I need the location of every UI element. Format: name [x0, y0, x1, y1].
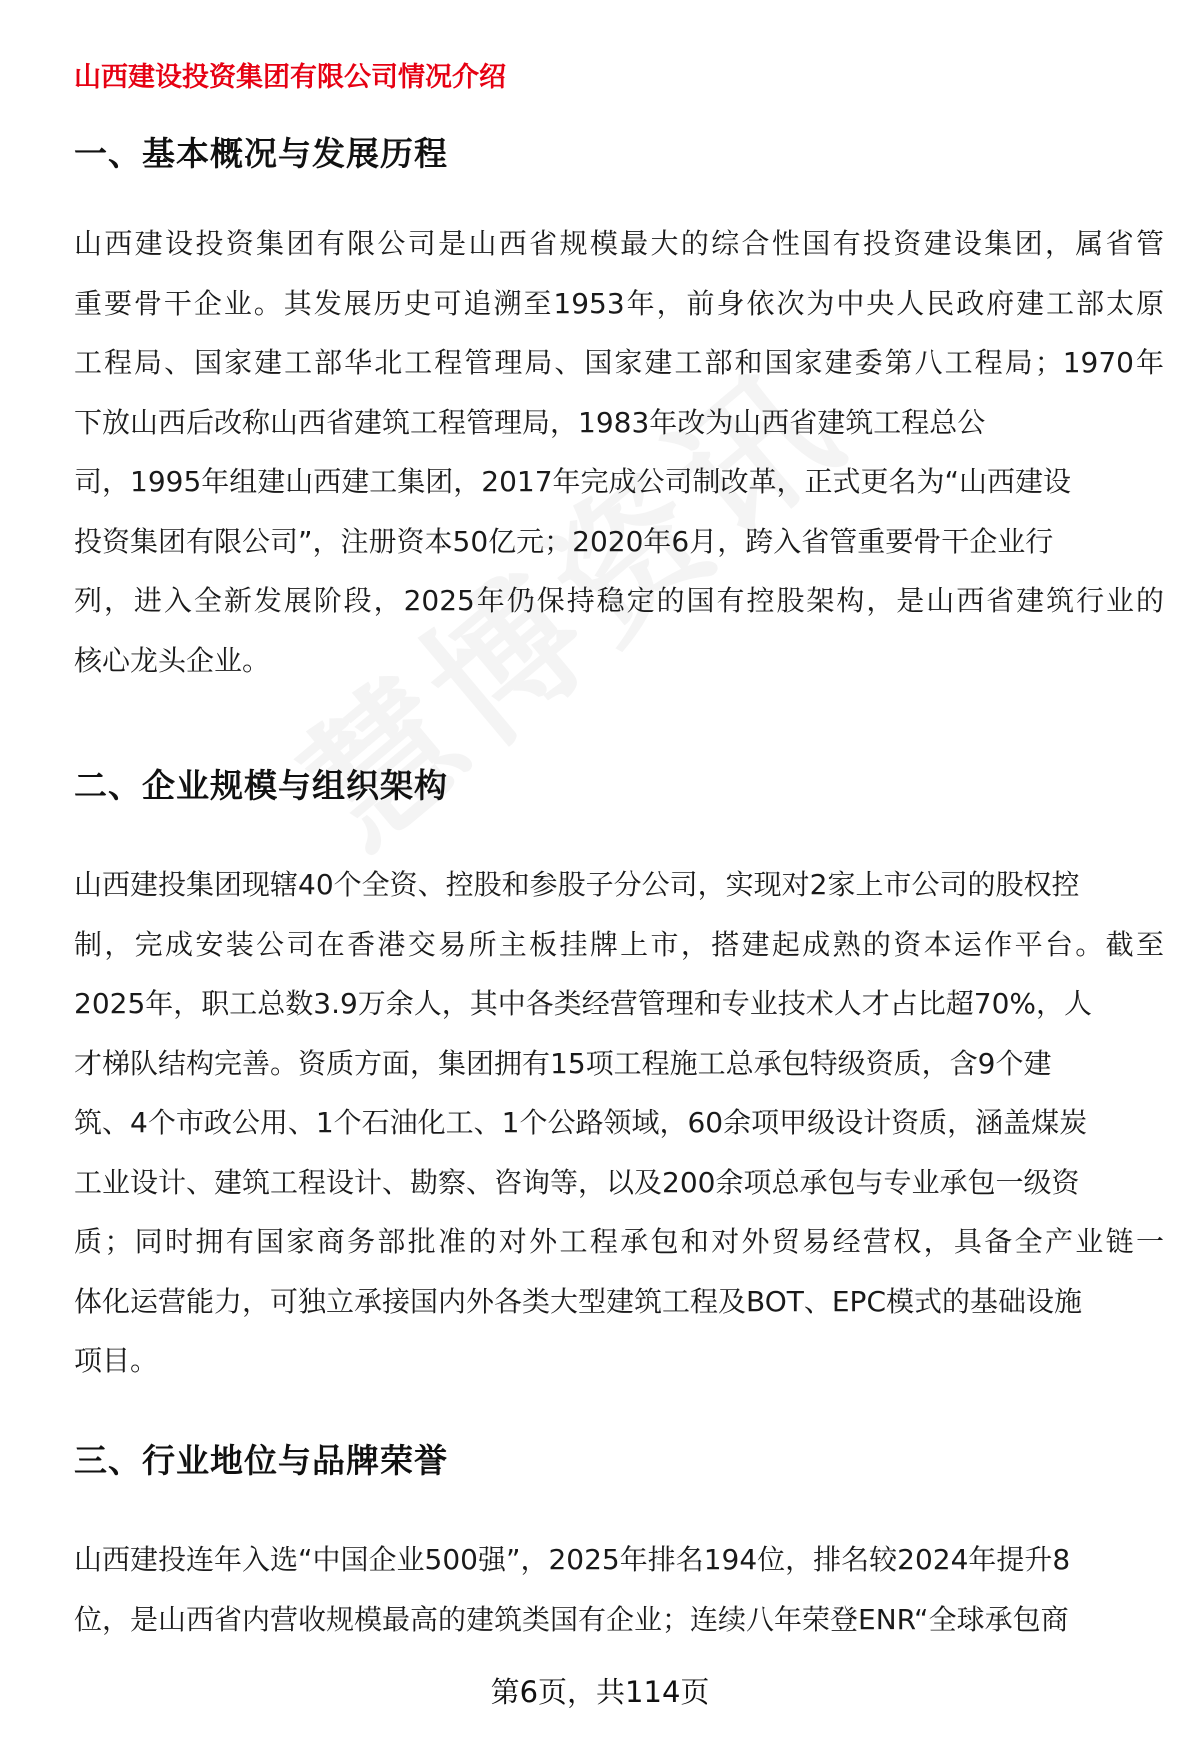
paragraph-line: 才梯队结构完善。资质方面，集团拥有15项工程施工总承包特级资质，含9个建 [74, 1046, 1052, 1080]
paragraph-line: 司，1995年组建山西建工集团，2017年完成公司制改革，正式更名为“山西建设 [74, 465, 1072, 498]
document-title: 山西建设投资集团有限公司情况介绍 [74, 62, 506, 93]
paragraph-line: 山西建投集团现辖40个全资、控股和参股子分公司，实现对2家上市公司的股权控 [74, 868, 1080, 901]
section-heading-2: 二、企业规模与组织架构 [74, 766, 448, 805]
paragraph-line: 山西建投连年入选“中国企业500强”，2025年排名194位，排名较2024年提升8 [74, 1543, 1071, 1576]
paragraph-line: 工业设计、建筑工程设计、勘察、咨询等，以及200余项总承包与专业承包一级资 [74, 1165, 1080, 1199]
paragraph-line: 工程局、国家建工部华北工程管理局、国家建工部和国家建委第八工程局；1970年 [74, 346, 1164, 379]
paragraph-line: 2025年，职工总数3.9万余人，其中各类经营管理和专业技术人才占比超70%，人 [74, 987, 1093, 1020]
paragraph-line: 投资集团有限公司”，注册资本50亿元；2020年6月，跨入省管重要骨干企业行 [74, 524, 1054, 558]
section-paragraph-1 [74, 214, 1164, 690]
section-heading-3: 三、行业地位与品牌荣誉 [74, 1441, 448, 1480]
section-heading-1: 一、基本概况与发展历程 [74, 134, 448, 173]
paragraph-line: 质；同时拥有国家商务部批准的对外工程承包和对外贸易经营权，具备全产业链一 [74, 1225, 1164, 1258]
section-paragraph-2 [74, 855, 1164, 1391]
paragraph-line: 山西建设投资集团有限公司是山西省规模最大的综合性国有投资建设集团，属省管 [74, 227, 1164, 260]
section-paragraph-3 [74, 1530, 1164, 1649]
paragraph-line: 制，完成安装公司在香港交易所主板挂牌上市，搭建起成熟的资本运作平台。截至 [74, 927, 1164, 961]
paragraph-line: 筑、4个市政公用、1个石油化工、1个公路领域，60余项甲级设计资质，涵盖煤炭 [74, 1106, 1088, 1139]
paragraph-line: 列，进入全新发展阶段，2025年仍保持稳定的国有控股架构，是山西省建筑行业的 [74, 584, 1164, 617]
paragraph-line: 项目。 [74, 1344, 159, 1377]
paragraph-line: 下放山西后改称山西省建筑工程管理局，1983年改为山西省建筑工程总公 [74, 405, 986, 439]
paragraph-line: 体化运营能力，可独立承接国内外各类大型建筑工程及BOT、EPC模式的基础设施 [74, 1284, 1082, 1318]
paragraph-line: 重要骨干企业。其发展历史可追溯至1953年，前身依次为中央人民政府建工部太原 [74, 286, 1164, 320]
paragraph-line: 位，是山西省内营收规模最高的建筑类国有企业；连续八年荣登ENR“全球承包商 [74, 1602, 1069, 1636]
paragraph-line: 核心龙头企业。 [74, 643, 271, 677]
page-number: 第6页，共114页 [490, 1675, 710, 1709]
